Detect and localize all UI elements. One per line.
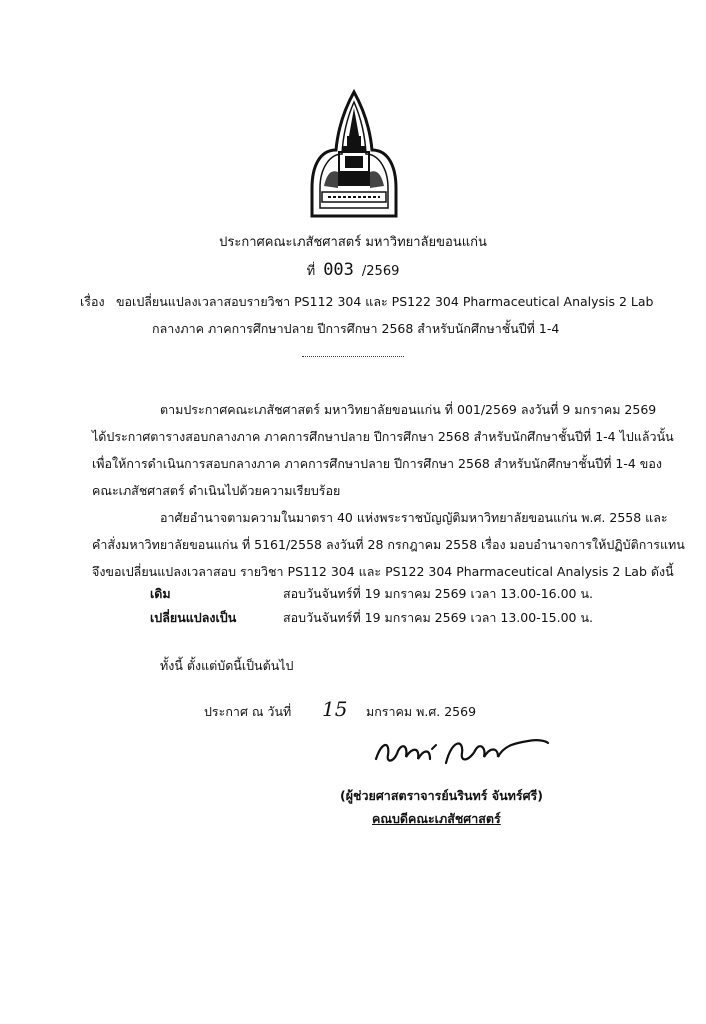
paragraph-1-line-1: ตามประกาศคณะเภสัชศาสตร์ มหาวิทยาลัยขอนแก่น ที่ 001/2569 ลงวันที่ 9 มกราคม 2569 bbox=[160, 402, 657, 417]
paragraph-2-line-1: อาศัยอำนาจตามความในมาตรา 40 แห่งพระราชบัญญัติมหาวิทยาลัยขอนแก่น พ.ศ. 2558 และ bbox=[160, 510, 668, 525]
new-schedule-label: เปลี่ยนแปลงเป็น bbox=[150, 610, 237, 625]
new-schedule-value: สอบวันจันทร์ที่ 19 มกราคม 2569 เวลา 13.00-15.00 น. bbox=[283, 610, 593, 625]
document-number bbox=[0, 262, 706, 279]
dotted-divider bbox=[302, 356, 404, 357]
handwritten-signature bbox=[372, 733, 552, 771]
effective-date-note: ทั้งนี้ ตั้งแต่บัดนี้เป็นต้นไป bbox=[160, 658, 294, 673]
signatory-position: คณบดีคณะเภสัชศาสตร์ bbox=[372, 811, 501, 826]
paragraph-2-line-3: จึงขอเปลี่ยนแปลงเวลาสอบ รายวิชา PS112 304 และ PS122 304 Pharmaceutical Analysis 2 Lab ดังนี้ bbox=[92, 564, 674, 579]
document-number-year: /2569 bbox=[361, 264, 400, 279]
old-schedule-value: สอบวันจันทร์ที่ 19 มกราคม 2569 เวลา 13.00-16.00 น. bbox=[283, 586, 593, 601]
paragraph-2-line-2: คำสั่งมหาวิทยาลัยขอนแก่น ที่ 5161/2558 ลงวันที่ 28 กรกฎาคม 2558 เรื่อง มอบอำนาจการให้ปฏิบัติการแทน bbox=[92, 537, 685, 552]
subject-line-2: กลางภาค ภาคการศึกษาปลาย ปีการศึกษา 2568 สำหรับนักศึกษาชั้นปีที่ 1-4 bbox=[152, 321, 560, 336]
document-number-prefix: ที่ bbox=[306, 264, 316, 279]
subject-label: เรื่อง bbox=[80, 294, 105, 309]
issuer-title: ประกาศคณะเภสัชศาสตร์ มหาวิทยาลัยขอนแก่น bbox=[219, 235, 487, 250]
document-number-value: 003 bbox=[323, 260, 354, 280]
old-schedule-label: เดิม bbox=[150, 586, 171, 601]
announce-date-prefix: ประกาศ ณ วันที่ bbox=[204, 704, 292, 719]
paragraph-1-line-3: เพื่อให้การดำเนินการสอบกลางภาค ภาคการศึกษาปลาย ปีการศึกษา 2568 สำหรับนักศึกษาชั้นปีที่ 1-4 ของ bbox=[92, 456, 662, 471]
subject-line-1: ขอเปลี่ยนแปลงเวลาสอบรายวิชา PS112 304 และ PS122 304 Pharmaceutical Analysis 2 Lab bbox=[116, 294, 654, 309]
paragraph-1-line-4: คณะเภสัชศาสตร์ ดำเนินไปด้วยความเรียบร้อย bbox=[92, 483, 341, 498]
paragraph-1-line-2: ได้ประกาศตารางสอบกลางภาค ภาคการศึกษาปลาย ปีการศึกษา 2568 สำหรับนักศึกษาชั้นปีที่ 1-4 ไปแล้วนั้น bbox=[92, 429, 674, 444]
signatory-name: (ผู้ช่วยศาสตราจารย์นรินทร์ จันทร์ศรี) bbox=[340, 788, 543, 803]
announce-day-handwritten: 15 bbox=[322, 697, 348, 721]
university-seal bbox=[308, 88, 400, 218]
announce-date-suffix: มกราคม พ.ศ. 2569 bbox=[366, 704, 477, 719]
